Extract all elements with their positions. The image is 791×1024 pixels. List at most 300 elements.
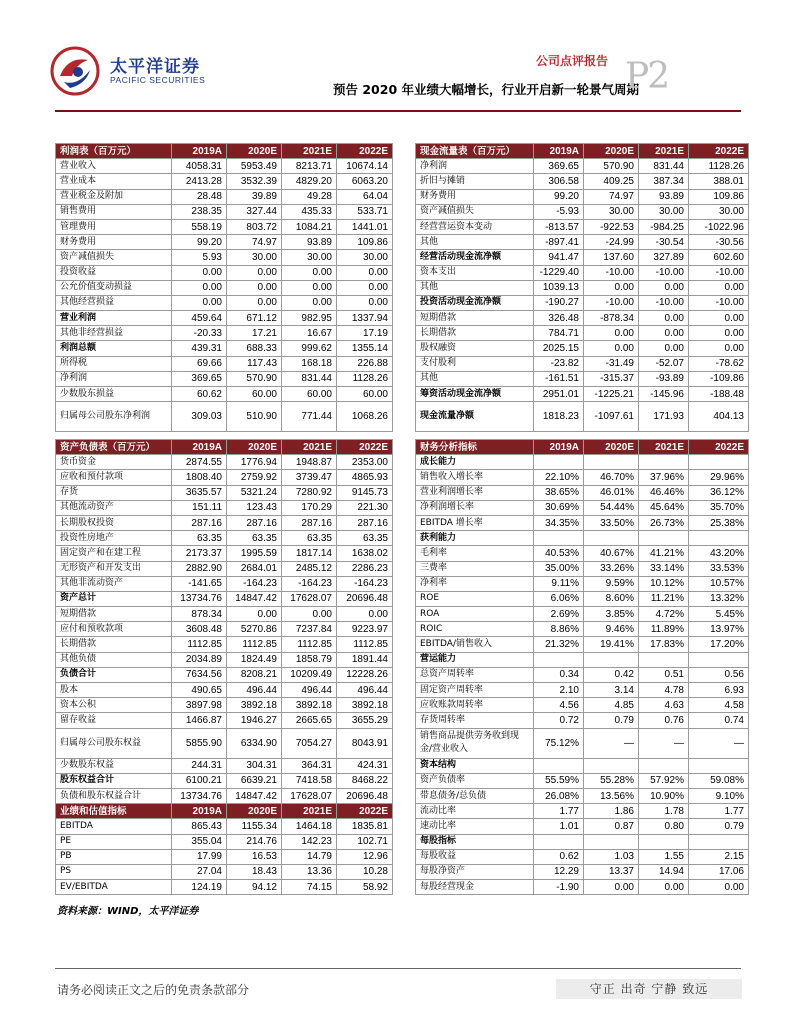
table-row (56, 652, 393, 667)
balance-sheet-table (55, 439, 393, 895)
table-cell: 6.06% (534, 591, 584, 606)
row-label: 折旧与摊销 (416, 174, 534, 189)
row-label: 三费率 (416, 561, 534, 576)
table-cell: 170.29 (282, 500, 337, 515)
page-number: P2 (625, 56, 669, 97)
column-header: 财务分析指标 (416, 440, 534, 455)
table-cell: 17628.07 (282, 788, 337, 803)
table-cell: 2665.65 (282, 713, 337, 728)
table-cell: 226.88 (337, 356, 393, 371)
table-cell: 10.12% (639, 576, 689, 591)
table-cell: 40.53% (534, 546, 584, 561)
column-header: 2021E (282, 144, 337, 159)
table-cell: 5855.90 (172, 728, 227, 758)
table-cell: 13.37 (584, 864, 639, 879)
table-cell: 2025.15 (534, 341, 584, 356)
row-label: 所得税 (56, 356, 172, 371)
table-cell: 5.93 (172, 250, 227, 265)
table-header-row (416, 144, 749, 159)
table-cell: 355.04 (172, 834, 227, 849)
table-cell: 0.00 (337, 280, 393, 295)
table-cell: 0.79 (584, 713, 639, 728)
table-cell: 496.44 (337, 683, 393, 698)
table-row (56, 204, 393, 219)
table-cell: 21.32% (534, 637, 584, 652)
table-row (56, 174, 393, 189)
table-cell: 19.41% (584, 637, 639, 652)
table-cell: 37.96% (639, 470, 689, 485)
table-cell: 64.04 (337, 189, 393, 204)
table-cell (689, 652, 749, 667)
table-cell: 7634.56 (172, 667, 227, 682)
table-cell: 0.00 (584, 280, 639, 295)
table-cell: 20696.48 (337, 591, 393, 606)
table-cell: 0.00 (639, 880, 689, 895)
table-row (56, 728, 393, 758)
table-cell: 27.04 (172, 864, 227, 879)
column-header: 2020E (227, 804, 282, 819)
page-headline: 预告 2020 年业绩大幅增长，行业开启新一轮景气周期 (333, 82, 639, 97)
table-cell: 1112.85 (282, 637, 337, 652)
row-label: 长期股权投资 (56, 515, 172, 530)
table-cell: 0.00 (172, 295, 227, 310)
table-row (56, 819, 393, 834)
row-label: 少数股东损益 (56, 387, 172, 402)
table-cell: 99.20 (172, 235, 227, 250)
table-cell: 6334.90 (227, 728, 282, 758)
table-cell: 8.60% (584, 591, 639, 606)
table-row (416, 788, 749, 803)
table-cell: 1084.21 (282, 219, 337, 234)
table-cell: 29.96% (689, 470, 749, 485)
row-label: 应收账款周转率 (416, 698, 534, 713)
table-cell: 1112.85 (172, 637, 227, 652)
table-cell: 35.00% (534, 561, 584, 576)
table-cell: 142.23 (282, 834, 337, 849)
table-cell: 0.00 (337, 295, 393, 310)
table-cell: 1155.34 (227, 819, 282, 834)
table-row (416, 515, 749, 530)
table-row (416, 607, 749, 622)
table-cell: 17.20% (689, 637, 749, 652)
row-label: 其他非经营损益 (56, 326, 172, 341)
table-row (416, 864, 749, 879)
table-cell: 171.93 (639, 402, 689, 432)
cashflow-table (415, 143, 749, 432)
row-label: 经营活动现金流净额 (416, 250, 534, 265)
row-label: 营运能力 (416, 652, 534, 667)
table-row (416, 758, 749, 773)
table-row (56, 455, 393, 470)
table-row (416, 880, 749, 895)
table-cell: 7237.84 (282, 622, 337, 637)
table-cell: 33.50% (584, 515, 639, 530)
row-label: PS (56, 864, 172, 879)
table-cell (534, 531, 584, 546)
table-cell: 30.00 (282, 250, 337, 265)
column-header: 2019A (534, 144, 584, 159)
table-cell: 1808.40 (172, 470, 227, 485)
table-row (416, 698, 749, 713)
column-header: 2020E (227, 144, 282, 159)
table-row (56, 834, 393, 849)
table-cell: -52.07 (639, 356, 689, 371)
table-cell: 4.58 (689, 698, 749, 713)
table-cell: 0.62 (534, 849, 584, 864)
row-label: 资产负债率 (416, 773, 534, 788)
table-cell: 1.55 (639, 849, 689, 864)
table-cell: 1995.59 (227, 546, 282, 561)
table-cell (639, 455, 689, 470)
table-row (56, 485, 393, 500)
table-row (56, 864, 393, 879)
column-header: 2019A (172, 440, 227, 455)
table-cell: 0.00 (584, 341, 639, 356)
table-cell: 784.71 (534, 326, 584, 341)
table-row (416, 455, 749, 470)
table-cell: 1464.18 (282, 819, 337, 834)
table-row (416, 204, 749, 219)
table-cell: 287.16 (282, 515, 337, 530)
table-row (416, 280, 749, 295)
row-label: 其他经营损益 (56, 295, 172, 310)
row-label: 营业收入 (56, 159, 172, 174)
row-label: 应收和预付款项 (56, 470, 172, 485)
table-cell: 2413.28 (172, 174, 227, 189)
table-row (56, 622, 393, 637)
table-cell: 0.76 (639, 713, 689, 728)
table-cell: 43.20% (689, 546, 749, 561)
table-cell: 0.00 (639, 326, 689, 341)
row-label: EBITDA 增长率 (416, 515, 534, 530)
column-header: 2021E (639, 440, 689, 455)
row-label: 净利润 (416, 159, 534, 174)
table-cell: -164.23 (227, 576, 282, 591)
table-cell: 2684.01 (227, 561, 282, 576)
table-cell: 2882.90 (172, 561, 227, 576)
table-cell: 2759.92 (227, 470, 282, 485)
row-label: 股东权益合计 (56, 773, 172, 788)
table-cell: 30.00 (227, 250, 282, 265)
table-cell: 0.79 (689, 819, 749, 834)
table-cell: 26.73% (639, 515, 689, 530)
table-cell: 63.35 (282, 531, 337, 546)
row-label: 毛利率 (416, 546, 534, 561)
table-row (56, 250, 393, 265)
table-row (56, 683, 393, 698)
table-cell: 9145.73 (337, 485, 393, 500)
table-cell: 2874.55 (172, 455, 227, 470)
row-label: 投资收益 (56, 265, 172, 280)
table-cell: 55.59% (534, 773, 584, 788)
table-row (416, 356, 749, 371)
table-row (56, 576, 393, 591)
row-label: 获利能力 (416, 531, 534, 546)
header-divider (55, 110, 741, 112)
column-header: 2019A (172, 804, 227, 819)
table-row (56, 189, 393, 204)
table-cell: 0.00 (689, 880, 749, 895)
table-cell: 5270.86 (227, 622, 282, 637)
row-label: 股本 (56, 683, 172, 698)
table-cell: 0.56 (689, 667, 749, 682)
table-cell: 10.28 (337, 864, 393, 879)
table-cell: 0.00 (689, 341, 749, 356)
table-cell: 13.97% (689, 622, 749, 637)
table-cell: 3739.47 (282, 470, 337, 485)
table-cell: 387.34 (639, 174, 689, 189)
table-cell: 3892.18 (337, 698, 393, 713)
table-cell (689, 455, 749, 470)
table-cell: 49.28 (282, 189, 337, 204)
row-label: 其他流动资产 (56, 500, 172, 515)
table-row (416, 728, 749, 758)
table-cell: -813.57 (534, 219, 584, 234)
table-cell: 93.89 (282, 235, 337, 250)
company-motto: 守正 出奇 宁静 致远 (556, 979, 742, 999)
table-cell: 0.87 (584, 819, 639, 834)
table-cell: 214.76 (227, 834, 282, 849)
table-cell (689, 758, 749, 773)
table-cell: -1022.96 (689, 219, 749, 234)
table-cell: -10.00 (584, 265, 639, 280)
table-cell (534, 834, 584, 849)
table-row (56, 758, 393, 773)
row-label: 资本公积 (56, 698, 172, 713)
table-cell: 28.48 (172, 189, 227, 204)
row-label: EBITDA (56, 819, 172, 834)
table-cell: 34.35% (534, 515, 584, 530)
table-cell (534, 758, 584, 773)
table-header-row (56, 804, 393, 819)
table-row (416, 637, 749, 652)
table-cell: 364.31 (282, 758, 337, 773)
table-cell: 16.53 (227, 849, 282, 864)
table-cell: 326.48 (534, 311, 584, 326)
table-cell: 1817.14 (282, 546, 337, 561)
row-label: 货币资金 (56, 455, 172, 470)
table-cell: 3532.39 (227, 174, 282, 189)
table-cell: 109.86 (689, 189, 749, 204)
row-label: 利润总额 (56, 341, 172, 356)
table-row (416, 576, 749, 591)
table-cell: 26.08% (534, 788, 584, 803)
row-label: 投资活动现金流净额 (416, 295, 534, 310)
table-cell: 1946.27 (227, 713, 282, 728)
row-label: 资产总计 (56, 591, 172, 606)
table-cell: 287.16 (227, 515, 282, 530)
table-row (416, 250, 749, 265)
table-cell: 0.00 (639, 311, 689, 326)
table-cell: 12228.26 (337, 667, 393, 682)
row-label: 留存收益 (56, 713, 172, 728)
table-cell: -10.00 (584, 295, 639, 310)
disclaimer-text: 请务必阅读正文之后的免责条款部分 (57, 983, 250, 997)
table-cell: 1824.49 (227, 652, 282, 667)
financial-ratios-table (415, 439, 749, 895)
table-cell: 17.19 (337, 326, 393, 341)
table-cell: 490.65 (172, 683, 227, 698)
table-cell: 1776.94 (227, 455, 282, 470)
table-cell: 2034.89 (172, 652, 227, 667)
table-cell: 4.56 (534, 698, 584, 713)
column-header: 2019A (172, 144, 227, 159)
table-cell: 17.83% (639, 637, 689, 652)
table-cell: 688.33 (227, 341, 282, 356)
table-row (56, 470, 393, 485)
table-cell: -30.54 (639, 235, 689, 250)
table-row (56, 500, 393, 515)
row-label: EV/EBITDA (56, 880, 172, 895)
table-cell: 1466.87 (172, 713, 227, 728)
table-cell: 1948.87 (282, 455, 337, 470)
table-row (56, 773, 393, 788)
table-cell: 0.00 (172, 265, 227, 280)
row-label: ROE (416, 591, 534, 606)
row-label: 筹资活动现金流净额 (416, 387, 534, 402)
table-cell: 803.72 (227, 219, 282, 234)
row-label: 每股净资产 (416, 864, 534, 879)
table-cell (584, 758, 639, 773)
table-cell: -190.27 (534, 295, 584, 310)
table-cell: 0.51 (639, 667, 689, 682)
table-row (416, 652, 749, 667)
table-cell: 287.16 (337, 515, 393, 530)
table-cell: 1.86 (584, 804, 639, 819)
table-cell: 1128.26 (337, 371, 393, 386)
table-cell: -10.00 (639, 295, 689, 310)
table-cell: 287.16 (172, 515, 227, 530)
table-cell (534, 455, 584, 470)
table-cell: -1.90 (534, 880, 584, 895)
table-row (416, 189, 749, 204)
table-cell: 13734.76 (172, 788, 227, 803)
table-cell: 1112.85 (227, 637, 282, 652)
table-cell: 2.69% (534, 607, 584, 622)
table-cell: -31.49 (584, 356, 639, 371)
table-header-row (56, 144, 393, 159)
table-cell: 30.69% (534, 500, 584, 515)
table-cell: 5953.49 (227, 159, 282, 174)
table-cell: 309.03 (172, 402, 227, 432)
table-cell: 6063.20 (337, 174, 393, 189)
table-cell: 8208.21 (227, 667, 282, 682)
row-label: 管理费用 (56, 219, 172, 234)
table-cell: 4058.31 (172, 159, 227, 174)
row-label: 归属母公司股东权益 (56, 728, 172, 758)
row-label: 少数股东权益 (56, 758, 172, 773)
column-header: 资产负债表（百万元） (56, 440, 172, 455)
column-header: 2022E (337, 144, 393, 159)
table-cell: 59.08% (689, 773, 749, 788)
table-row (56, 607, 393, 622)
row-label: 成长能力 (416, 455, 534, 470)
table-cell: 93.89 (639, 189, 689, 204)
table-cell: 8.86% (534, 622, 584, 637)
table-cell: 671.12 (227, 311, 282, 326)
table-cell: 3608.48 (172, 622, 227, 637)
table-cell: -878.34 (584, 311, 639, 326)
table-cell: 1355.14 (337, 341, 393, 356)
table-cell: 327.89 (639, 250, 689, 265)
table-cell: — (689, 728, 749, 758)
table-cell: 117.43 (227, 356, 282, 371)
table-cell: 4829.20 (282, 174, 337, 189)
table-cell: 0.74 (689, 713, 749, 728)
table-cell: 0.00 (337, 265, 393, 280)
column-header: 2020E (227, 440, 282, 455)
table-cell: 0.00 (282, 295, 337, 310)
table-cell: 2286.23 (337, 561, 393, 576)
table-cell: 0.00 (227, 295, 282, 310)
column-header: 2021E (282, 440, 337, 455)
table-cell: 5321.24 (227, 485, 282, 500)
table-row (56, 515, 393, 530)
table-cell: 1039.13 (534, 280, 584, 295)
table-header-row (56, 440, 393, 455)
table-cell: 17628.07 (282, 591, 337, 606)
table-cell: 0.00 (689, 311, 749, 326)
pacific-logo-icon (50, 46, 100, 96)
table-row (416, 773, 749, 788)
row-label: 销售费用 (56, 204, 172, 219)
table-cell: -30.56 (689, 235, 749, 250)
row-label: 资本支出 (416, 265, 534, 280)
table-row (56, 371, 393, 386)
table-cell: 2353.00 (337, 455, 393, 470)
table-cell: 1.03 (584, 849, 639, 864)
table-cell: -164.23 (337, 576, 393, 591)
table-cell: 0.00 (282, 265, 337, 280)
row-label: ROA (416, 607, 534, 622)
table-row (416, 265, 749, 280)
column-header: 2020E (584, 440, 639, 455)
table-cell: 3892.18 (227, 698, 282, 713)
table-row (56, 713, 393, 728)
column-header: 2022E (689, 440, 749, 455)
table-row (56, 265, 393, 280)
table-cell: 8043.91 (337, 728, 393, 758)
table-cell: 570.90 (584, 159, 639, 174)
table-cell: 123.43 (227, 500, 282, 515)
row-label: 存货周转率 (416, 713, 534, 728)
table-cell: -161.51 (534, 371, 584, 386)
table-cell (584, 455, 639, 470)
table-cell (584, 531, 639, 546)
table-cell: 3.14 (584, 683, 639, 698)
table-cell: 570.90 (227, 371, 282, 386)
table-cell: 4.72% (639, 607, 689, 622)
table-cell: 0.00 (584, 880, 639, 895)
table-row (416, 834, 749, 849)
table-cell: -10.00 (639, 265, 689, 280)
income-statement-table (55, 143, 393, 432)
table-cell: 75.12% (534, 728, 584, 758)
table-cell: 5.45% (689, 607, 749, 622)
row-label: 净利润增长率 (416, 500, 534, 515)
table-row (416, 622, 749, 637)
table-row (416, 561, 749, 576)
table-row (416, 683, 749, 698)
table-cell: 35.70% (689, 500, 749, 515)
table-cell: 0.00 (639, 280, 689, 295)
table-cell: 124.19 (172, 880, 227, 895)
table-cell: 109.86 (337, 235, 393, 250)
table-cell: 60.00 (227, 387, 282, 402)
table-cell: 57.92% (639, 773, 689, 788)
table-cell: 63.35 (227, 531, 282, 546)
table-cell: 533.71 (337, 204, 393, 219)
